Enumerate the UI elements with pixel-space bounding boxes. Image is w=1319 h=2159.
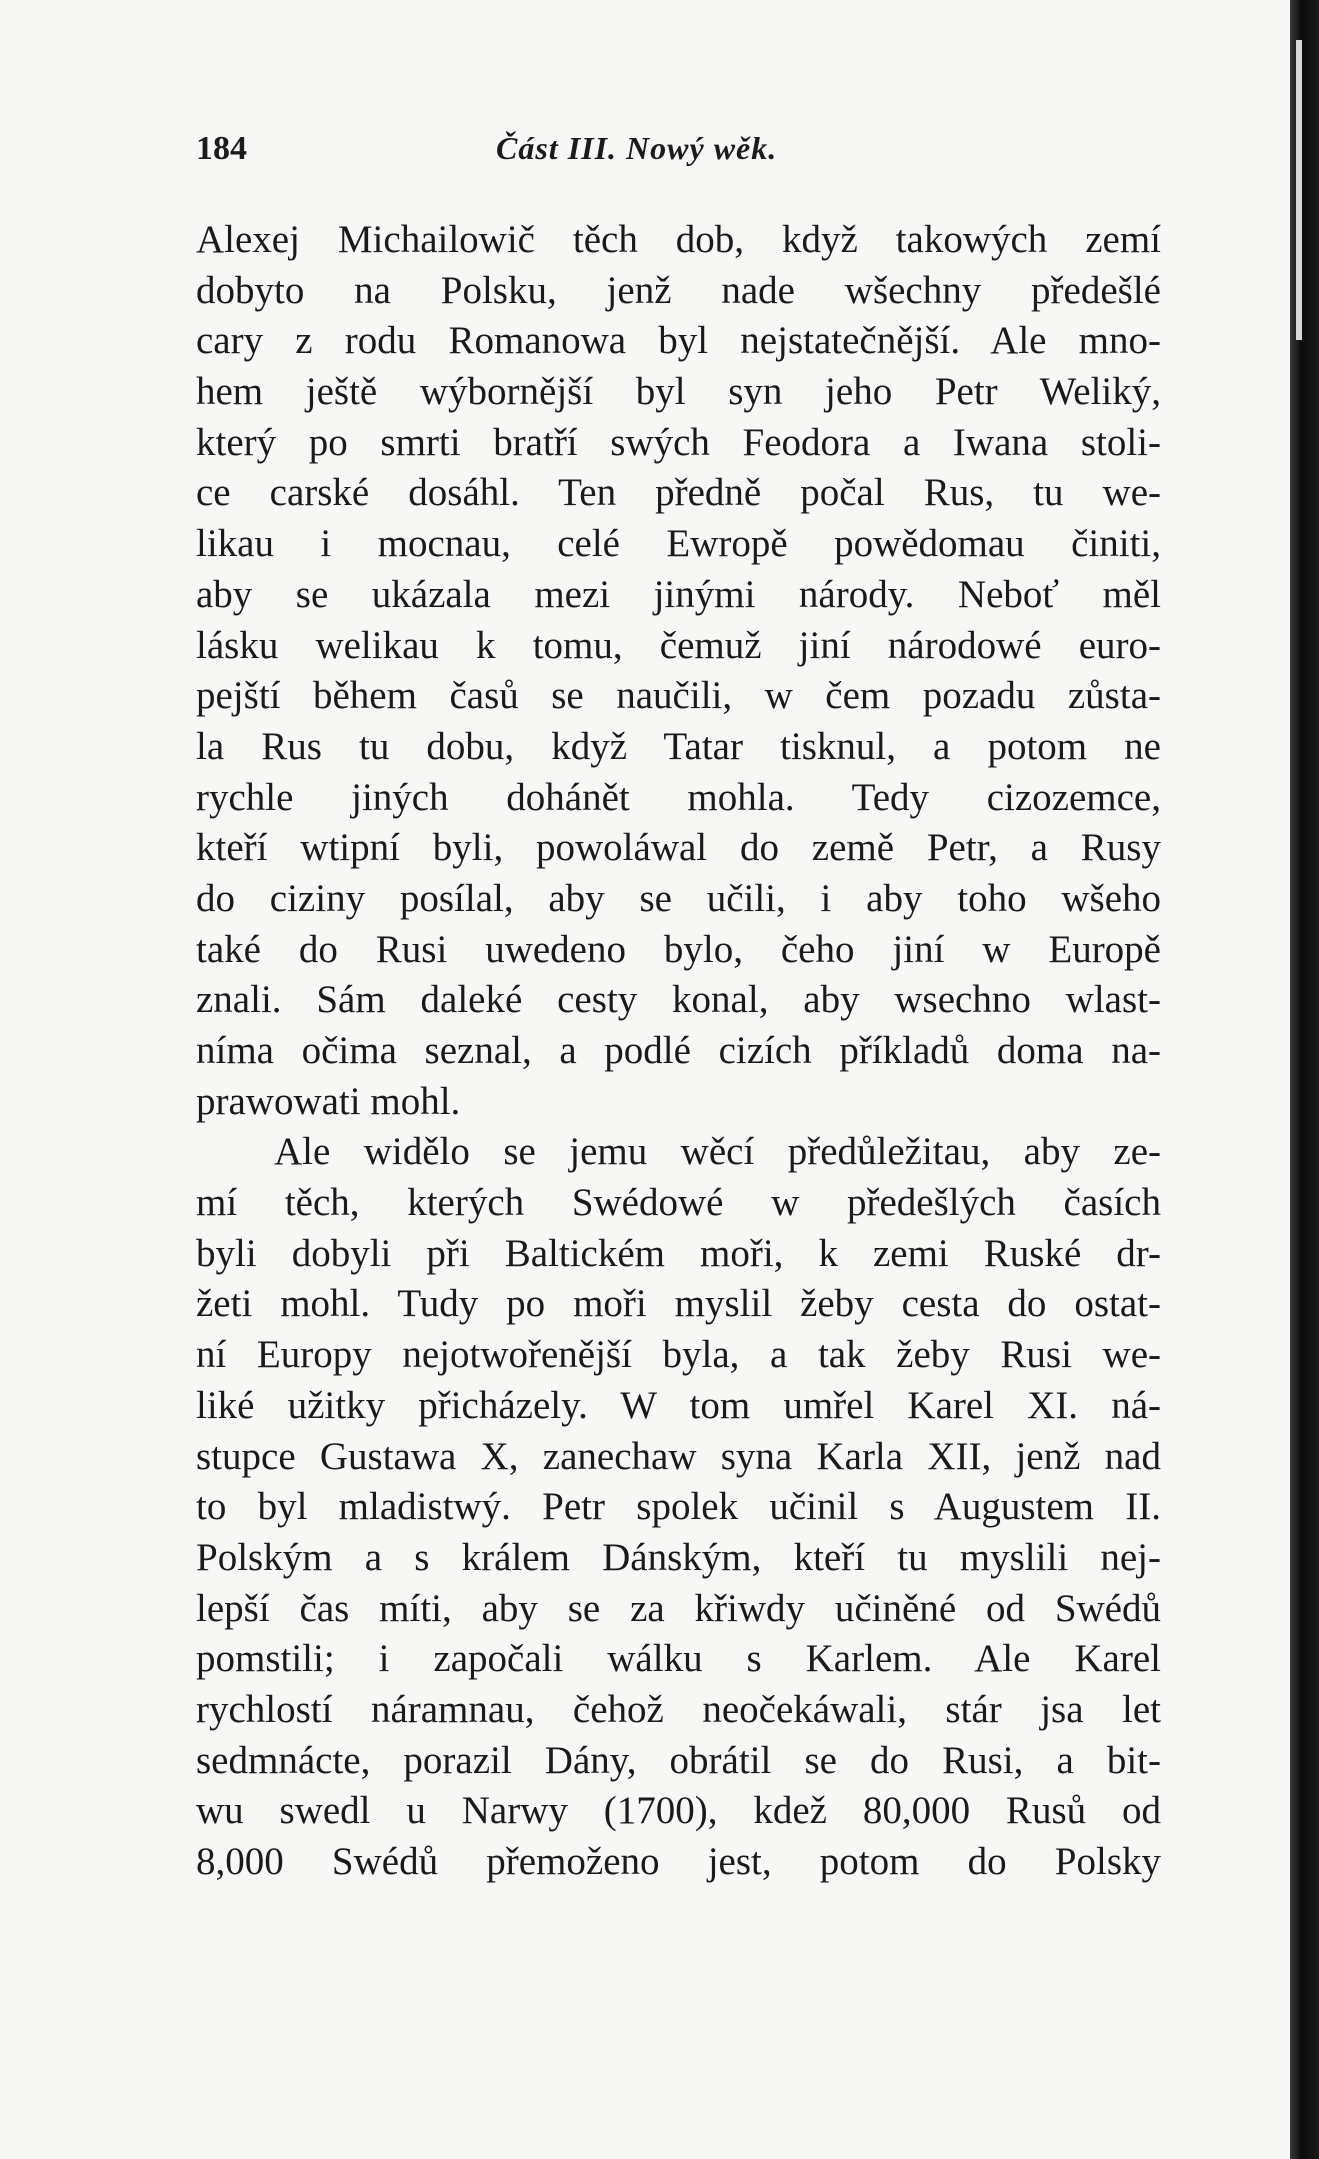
page-number: 184 xyxy=(196,130,247,167)
page-header xyxy=(196,130,1166,180)
text-line: stupce Gustawa X, zanechaw syna Karla XII, jenž nad xyxy=(196,1434,1161,1478)
text-line: také do Rusi uwedeno bylo, čeho jiní w Europě xyxy=(196,927,1161,971)
text-line: pejští během časů se naučili, w čem pozadu zůsta- xyxy=(196,674,1161,718)
text-line: lásku welikau k tomu, čemuž jiní národowé euro- xyxy=(196,623,1161,667)
text-line: likau i mocnau, celé Ewropě powědomau činiti, xyxy=(196,522,1161,566)
text-line: rychlostí náramnau, čehož neočekáwali, stár jsa let xyxy=(196,1687,1161,1731)
text-line: ce carské dosáhl. Ten předně počal Rus, tu we- xyxy=(196,471,1161,515)
text-line: sedmnácte, porazil Dány, obrátil se do Rusi, a bit- xyxy=(196,1738,1161,1782)
text-line: prawowati mohl. xyxy=(196,1079,461,1123)
adjacent-page-sliver xyxy=(1296,40,1302,340)
text-line: žeti mohl. Tudy po moři myslil žeby cesta do ostat- xyxy=(196,1282,1161,1326)
text-line: Alexej Michailowič těch dob, když takowých zemí xyxy=(196,218,1161,261)
text-line: Ale widělo se jemu wěcí předůležitau, aby ze- xyxy=(274,1130,1161,1174)
text-line: lepší čas míti, aby se za křiwdy učiněné od Swédů xyxy=(196,1586,1161,1630)
text-line: aby se ukázala mezi jinými národy. Neboť měl xyxy=(196,572,1161,616)
text-line: la Rus tu dobu, když Tatar tisknul, a potom ne xyxy=(196,724,1161,768)
text-line: mí těch, kterých Swédowé w předešlých časích xyxy=(196,1181,1161,1225)
text-line: do ciziny posílal, aby se učili, i aby toho wšeho xyxy=(196,876,1161,920)
body-text xyxy=(196,215,1161,1888)
text-line: kteří wtipní byli, powoláwal do země Petr, a Rusy xyxy=(196,826,1161,870)
text-line: znali. Sám daleké cesty konal, aby wsechno wlast- xyxy=(196,978,1161,1022)
paragraph-2 xyxy=(196,1127,1161,1887)
text-line: 8,000 Swédů přemoženo jest, potom do Polsky xyxy=(196,1840,1161,1883)
text-line: pomstili; i započali wálku s Karlem. Ale Karel xyxy=(196,1637,1161,1681)
text-line: hem ještě wýbornější byl syn jeho Petr Weliký, xyxy=(196,370,1161,414)
text-line: wu swedl u Narwy (1700), kdež 80,000 Rusů od xyxy=(196,1789,1161,1833)
paragraph-1 xyxy=(196,215,1161,1127)
text-line: Polským a s králem Dánským, kteří tu myslili nej- xyxy=(196,1535,1161,1579)
text-line: který po smrti bratří swých Feodora a Iwana stoli- xyxy=(196,420,1161,464)
text-line: liké užitky přicházely. W tom umřel Karel XI. ná- xyxy=(196,1383,1161,1427)
running-head: Část III. Nowý wěk. xyxy=(496,130,778,166)
text-line: dobyto na Polsku, jenž nade wšechny předešlé xyxy=(196,268,1161,312)
text-line: níma očima seznal, a podlé cizích příkladů doma na- xyxy=(196,1029,1161,1072)
text-line: byli dobyli při Baltickém moři, k zemi Ruské dr- xyxy=(196,1231,1161,1275)
text-line: ní Europy nejotwořenější byla, a tak žeby Rusi we- xyxy=(196,1333,1161,1377)
text-line: to byl mladistwý. Petr spolek učinil s Augustem II. xyxy=(196,1485,1161,1529)
text-line: rychle jiných dohánět mohla. Tedy cizozemce, xyxy=(196,775,1161,819)
page-edge-shadow xyxy=(1290,0,1319,2159)
text-line: cary z rodu Romanowa byl nejstatečnější. Ale mno- xyxy=(196,319,1161,363)
